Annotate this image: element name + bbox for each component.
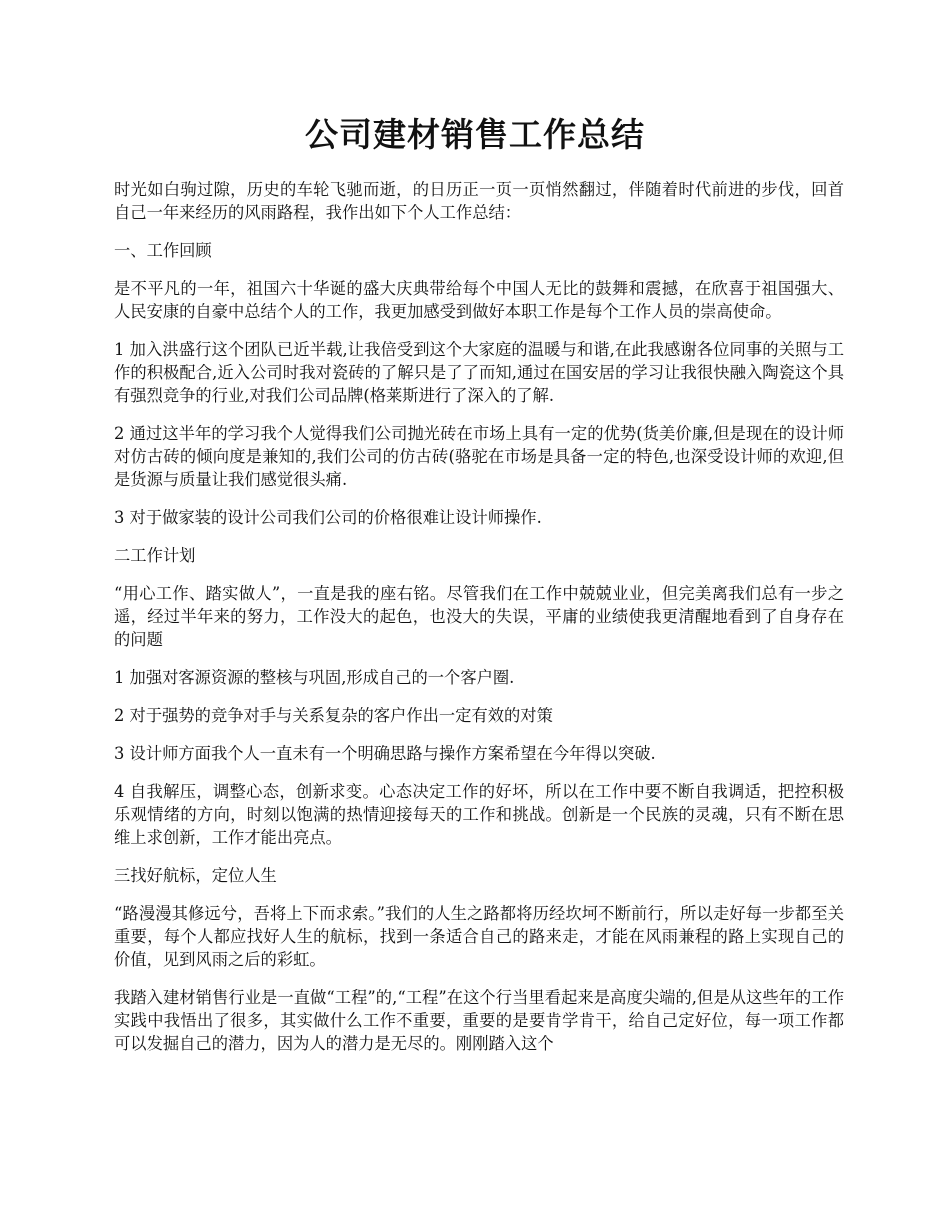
section-heading-review: 一、工作回顾: [114, 241, 212, 260]
list-item: 2 通过这半年的学习我个人觉得我们公司抛光砖在市场上具有一定的优势(货美价廉,但是现在的设计师对仿古砖的倾向度是兼知的,我们公司的仿古砖(骆驼在市场是具备一定的特色,也深受设计师的欢迎,但是货源与质量让我们感觉很头痛.: [114, 424, 844, 489]
list-item: 4 自我解压，调整心态，创新求变。心态决定工作的好坏，所以在工作中要不断自我调适，把控积极乐观情绪的方向，时刻以饱满的热情迎接每天的工作和挑战。创新是一个民族的灵魂，只有不断在思维上求创新，工作才能出亮点。: [114, 782, 844, 847]
section-heading-navigation: 三找好航标，定位人生: [114, 866, 277, 885]
document-body: [114, 178, 844, 1070]
section-heading-plan: 二工作计划: [114, 546, 196, 565]
body-paragraph: “路漫漫其修远兮，吾将上下而求索。”我们的人生之路都将历经坎坷不断前行，所以走好每一步都至关重要，每个人都应找好人生的航标，找到一条适合自己的路来走，才能在风雨兼程的路上实现自己的价值，见到风雨之后的彩虹。: [114, 904, 844, 969]
list-item: 1 加强对客源资源的整核与巩固,形成自己的一个客户圈.: [114, 668, 515, 687]
list-item: 1 加入洪盛行这个团队已近半载,让我倍受到这个大家庭的温暖与和谐,在此我感谢各位同事的关照与工作的积极配合,近入公司时我对瓷砖的了解只是了了而知,通过在国安居的学习让我很快融入陶瓷这个具有强烈竞争的行业,对我们公司品牌(格莱斯进行了深入的了解.: [114, 340, 844, 405]
intro-paragraph: 时光如白驹过隙，历史的车轮飞驰而逝，的日历正一页一页悄然翻过，伴随着时代前进的步伐，回首自己一年来经历的风雨路程，我作出如下个人工作总结：: [114, 180, 844, 222]
list-item: 3 设计师方面我个人一直未有一个明确思路与操作方案希望在今年得以突破.: [114, 744, 656, 763]
list-item: 2 对于强势的竞争对手与关系复杂的客户作出一定有效的对策: [114, 706, 553, 725]
body-paragraph: “用心工作、踏实做人”，一直是我的座右铭。尽管我们在工作中兢兢业业，但完美离我们总有一步之遥，经过半年来的努力，工作没大的起色，也没大的失误，平庸的业绩使我更清醒地看到了自身存在的问题: [114, 584, 844, 649]
document-title: 公司建材销售工作总结: [305, 115, 645, 154]
list-item: 3 对于做家装的设计公司我们公司的价格很难让设计师操作.: [114, 508, 542, 527]
body-paragraph: 是不平凡的一年，祖国六十华诞的盛大庆典带给每个中国人无比的鼓舞和震撼，在欣喜于祖国强大、人民安康的自豪中总结个人的工作，我更加感受到做好本职工作是每个工作人员的崇高使命。: [114, 279, 844, 321]
body-paragraph: 我踏入建材销售行业是一直做“工程”的,“工程”在这个行当里看起来是高度尖端的,但是从这些年的工作实践中我悟出了很多，其实做什么工作不重要，重要的是要肯学肯干，给自己定好位，每一项工作都可以发掘自己的潜力，因为人的潜力是无尽的。刚刚踏入这个: [114, 988, 844, 1053]
